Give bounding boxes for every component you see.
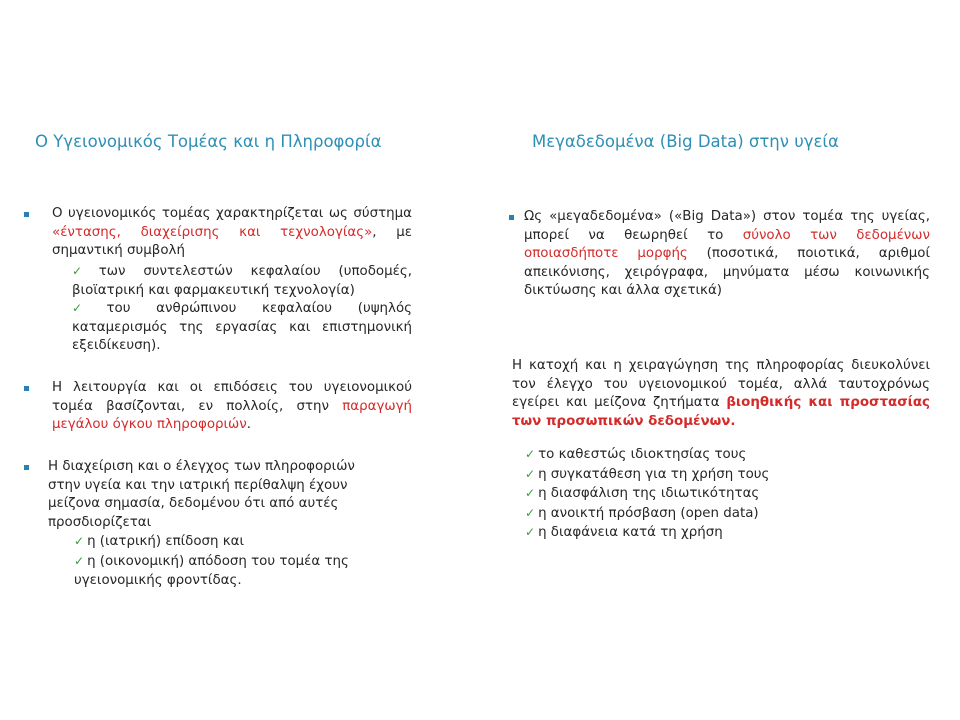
- right-paragraph-2: Η κατοχή και η χειραγώγηση της πληροφορίας διευκολύνει τον έλεγχο του υγειονομικού τομέα, αλλά ταυτοχρόνως εγείρει και μείζονα ζητήματα βιοηθικής και προστασίας των προσωπικών δεδομένων.: [512, 358, 930, 429]
- left-bullet-3: Η διαχείριση και ο έλεγχος των πληροφοριών στην υγεία και την ιατρική περίθαλψη έχουν μείζονα σημασία, δεδομένου ότι από αυτές προσδιορίζεται ✓ η (ιατρική) επίδοση και ✓ η (οικονομική) απόδοση του τομέα της υγειονομικής φροντίδας.: [48, 458, 418, 590]
- left-heading: Ο Υγειονομικός Τομέας και η Πληροφορία: [35, 132, 382, 151]
- left-b1-check-2: ✓ του ανθρώπινου κεφαλαίου (υψηλός καταμερισμός της εργασίας και επιστημονική εξειδίκευση).: [72, 301, 412, 354]
- left-b1-text: Ο υγειονομικός τομέας χαρακτηρίζεται ως σύστημα: [52, 206, 412, 221]
- right-p2-highlight: βιοηθικής και προστασίας των προσωπικών δεδομένων.: [512, 395, 930, 429]
- right-b1-highlight: σύνολο των δεδομένων οποιασδήποτε μορφής: [524, 227, 930, 262]
- bullet-icon: [509, 215, 514, 220]
- left-b3-check-1: ✓ η (ιατρική) επίδοση και: [74, 534, 245, 550]
- check-icon: ✓: [72, 301, 104, 315]
- check-icon: ✓: [525, 466, 536, 481]
- check-icon: ✓: [525, 447, 536, 461]
- right-check-1: ✓ το καθεστώς ιδιοκτησίας τους: [525, 447, 747, 462]
- right-check-5: ✓ η διαφάνεια κατά τη χρήση: [525, 525, 723, 541]
- check-icon: ✓: [72, 264, 96, 278]
- right-heading: Μεγαδεδομένα (Big Data) στην υγεία: [532, 132, 839, 151]
- right-check-3: ✓ η διασφάλιση της ιδιωτικότητας: [525, 486, 760, 502]
- left-b1-check-1: ✓ των συντελεστών κεφαλαίου (υποδομές, βιοϊατρική και φαρμακευτική τεχνολογία): [72, 264, 412, 298]
- right-check-2: ✓ η συγκατάθεση για τη χρήση τους: [525, 466, 770, 482]
- left-b3-check-2: ✓ η (οικονομική) απόδοση του τομέα της: [74, 553, 349, 569]
- check-icon: ✓: [74, 553, 85, 568]
- left-b1-text-end: , με σημαντική συμβολή: [52, 224, 412, 259]
- check-icon: ✓: [525, 486, 536, 501]
- right-checklist: [525, 445, 925, 543]
- left-b1-highlight: «έντασης, διαχείρισης και τεχνολογίας»: [52, 224, 373, 240]
- bullet-icon: [24, 465, 29, 470]
- check-icon: ✓: [525, 525, 536, 540]
- check-icon: ✓: [74, 534, 85, 549]
- right-bullet-1: Ως «μεγαδεδομένα» («Big Data») στον τομέα της υγείας, μπορεί να θεωρηθεί το σύνολο των δεδομένων οποιασδήποτε μορφής (ποσοτικά, ποιοτικά, αριθμοί απεικόνισης, χειρόγραφα, μηνύματα μέσω κοινωνικής δικτύωσης και άλλα σχετικά): [524, 209, 930, 299]
- bullet-icon: [24, 386, 29, 391]
- bullet-icon: [24, 212, 29, 217]
- left-bullet-2: Η λειτουργία και οι επιδόσεις του υγειονομικού τομέα βασίζονται, εν πολλοίς, στην παραγωγή μεγάλου όγκου πληροφοριών.: [52, 380, 412, 433]
- check-icon: ✓: [525, 505, 536, 520]
- left-bullet-1: [52, 205, 412, 261]
- left-b2-highlight: παραγωγή μεγάλου όγκου πληροφοριών: [52, 398, 412, 433]
- right-check-4: ✓ η ανοικτή πρόσβαση (open data): [525, 505, 759, 521]
